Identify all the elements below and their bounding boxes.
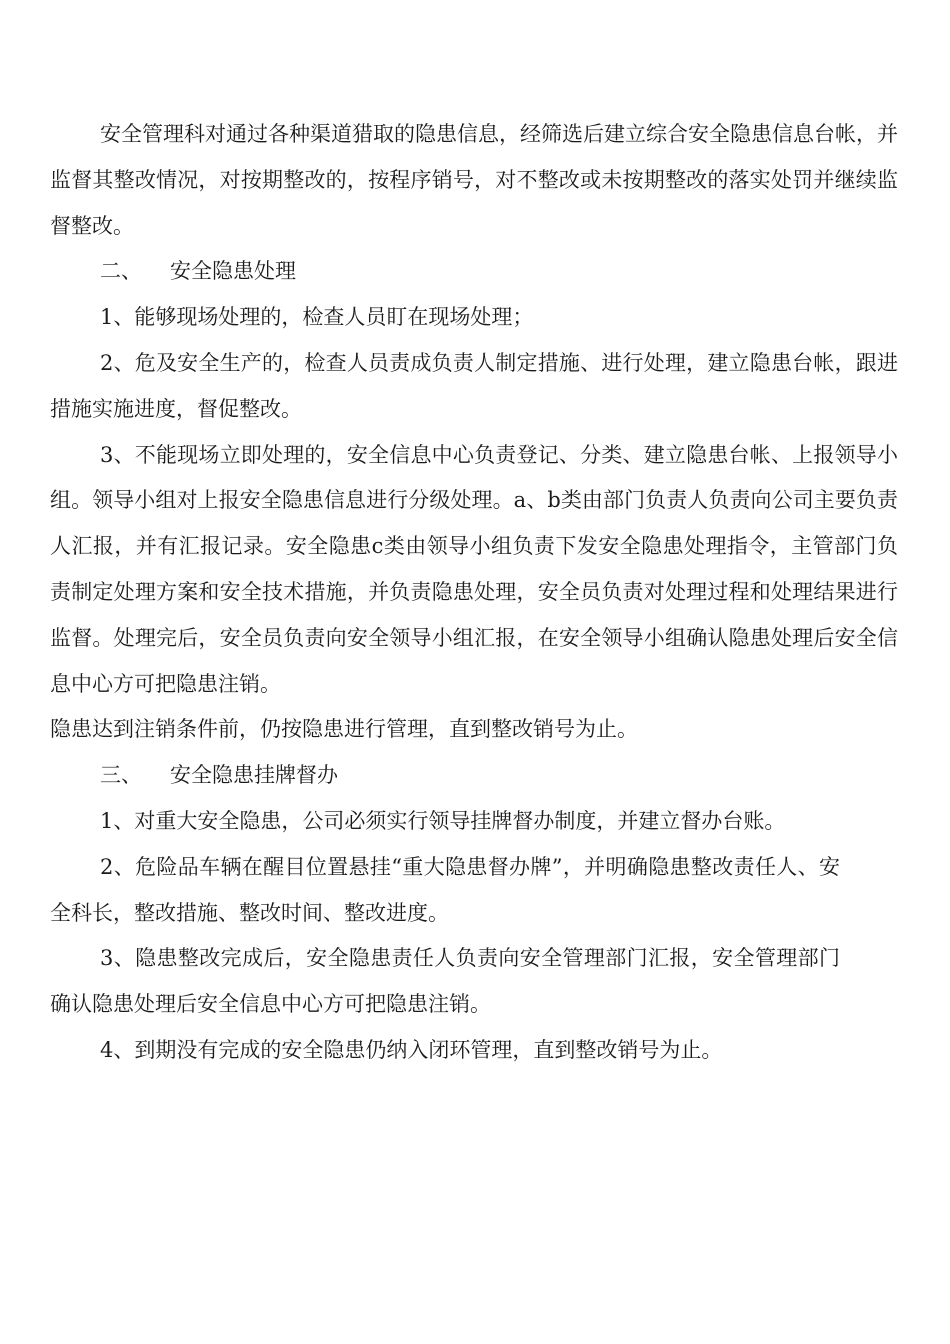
list-item: 3、隐患整改完成后，安全隐患责任人负责向安全管理部门汇报，安全管理部门确认隐患处理后安全信息中心方可把隐患注销。	[50, 946, 840, 1017]
section-title: 安全隐患挂牌督办	[170, 763, 338, 788]
section-heading-2	[50, 249, 898, 295]
section-number: 二、	[100, 259, 142, 284]
list-item: 1、对重大安全隐患，公司必须实行领导挂牌督办制度，并建立督办台账。	[100, 808, 786, 833]
section-number: 三、	[100, 763, 142, 788]
document-body	[50, 112, 898, 1074]
intro-paragraph: 安全管理科对通过各种渠道猎取的隐患信息，经筛选后建立综合安全隐患信息台帐，并监督其整改情况，对按期整改的，按程序销号，对不整改或未按期整改的落实处罚并继续监督整改。	[50, 122, 898, 238]
section-title: 安全隐患处理	[170, 259, 296, 284]
list-item: 2、危险品车辆在醒目位置悬挂“重大隐患督办牌”，并明确隐患整改责任人、安全科长，整改措施、整改时间、整改进度。	[50, 854, 840, 925]
list-item: 4、到期没有完成的安全隐患仍纳入闭环管理，直到整改销号为止。	[100, 1037, 723, 1062]
list-item: 3、不能现场立即处理的，安全信息中心负责登记、分类、建立隐患台帐、上报领导小组。领导小组对上报安全隐患信息进行分级处理。a、b类由部门负责人负责向公司主要负责人汇报，并有汇报记录。安全隐患c类由领导小组负责下发安全隐患处理指令，主管部门负责制定处理方案和安全技术措施，并负责隐患处理，安全员负责对处理过程和处理结果进行监督。处理完后，安全员负责向安全领导小组汇报，在安全领导小组确认隐患处理后安全信息中心方可把隐患注销。	[50, 442, 898, 696]
note-paragraph: 隐患达到注销条件前，仍按隐患进行管理，直到整改销号为止。	[50, 717, 638, 742]
section-heading-3	[50, 753, 898, 799]
list-item: 1、能够现场处理的，检查人员盯在现场处理；	[100, 305, 534, 330]
list-item: 2、危及安全生产的，检查人员责成负责人制定措施、进行处理，建立隐患台帐，跟进措施实施进度，督促整改。	[50, 350, 898, 421]
